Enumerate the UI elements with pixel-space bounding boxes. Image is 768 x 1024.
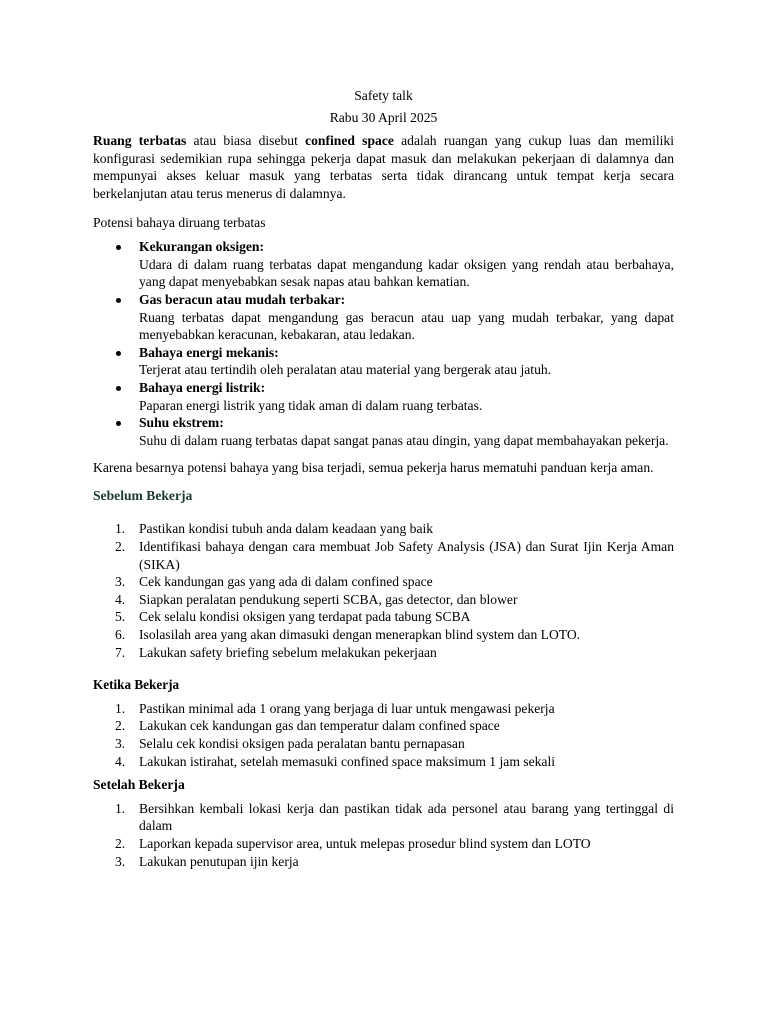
list-item [93,379,674,414]
list-item [93,853,674,871]
hazard-title: Bahaya energi listrik: [139,379,266,395]
setelah-list [93,800,674,870]
list-item [93,538,674,573]
document-title: Safety talk [354,88,413,103]
list-item [93,591,674,609]
list-number: 4. [115,753,126,769]
list-item [93,344,674,379]
bullet-icon [116,298,121,303]
hazards-heading: Potensi bahaya diruang terbatas [93,214,266,230]
hazard-description: Suhu di dalam ruang terbatas dapat sangat panas atau dingin, yang dapat membahayakan pekerja. [139,432,669,448]
list-text: Lakukan penutupan ijin kerja [139,853,299,869]
sebelum-list [93,520,674,661]
list-number: 6. [115,627,126,643]
list-item [93,700,674,718]
section-title-setelah: Setelah Bekerja [93,777,185,793]
list-text: Bersihkan kembali lokasi kerja dan pastikan tidak ada personel atau barang yang tertinggal di dalam [139,800,674,834]
list-number: 3. [115,574,126,590]
hazard-title: Gas beracun atau mudah terbakar: [139,291,346,307]
list-number: 1. [115,521,126,537]
list-text: Cek kandungan gas yang ada di dalam confined space [139,574,433,590]
intro-text-1: atau biasa disebut [186,133,306,149]
hazard-title: Bahaya energi mekanis: [139,344,279,360]
list-item [93,608,674,626]
list-text: Lakukan istirahat, setelah memasuki confined space maksimum 1 jam sekali [139,753,555,769]
list-text: Lakukan safety briefing sebelum melakukan pekerjaan [139,644,437,660]
hazard-description: Paparan energi listrik yang tidak aman di dalam ruang terbatas. [139,397,483,413]
bullet-icon [116,245,121,250]
list-item [93,626,674,644]
hazard-description: Ruang terbatas dapat mengandung gas beracun atau uap yang mudah terbakar, yang dapat menyebabkan keracunan, kebakaran, atau ledakan. [139,309,674,343]
section-title-ketika: Ketika Bekerja [93,677,180,693]
hazard-list [93,238,674,449]
intro-paragraph [93,132,674,202]
list-item [93,291,674,344]
list-text: Pastikan minimal ada 1 orang yang berjaga di luar untuk mengawasi pekerja [139,700,555,716]
ketika-list [93,700,674,770]
list-text: Cek selalu kondisi oksigen yang terdapat pada tabung SCBA [139,609,471,625]
list-number: 5. [115,609,126,625]
list-number: 2. [115,835,126,851]
list-text: Siapkan peralatan pendukung seperti SCBA, gas detector, dan blower [139,591,518,607]
list-number: 3. [115,853,126,869]
list-text: Laporkan kepada supervisor area, untuk melepas prosedur blind system dan LOTO [139,835,591,851]
list-text: Selalu cek kondisi oksigen pada peralatan bantu pernapasan [139,736,465,751]
list-item [93,520,674,538]
list-number: 2. [115,539,126,555]
list-number: 2. [115,718,126,734]
list-number: 1. [115,700,126,716]
document-body [93,87,674,870]
term-ruang-terbatas: Ruang terbatas [93,133,187,149]
list-number: 7. [115,644,126,660]
term-confined-space: confined space [305,133,394,149]
list-item [93,238,674,291]
list-item [93,835,674,853]
list-text: Pastikan kondisi tubuh anda dalam keadaan yang baik [139,521,434,537]
document-date: Rabu 30 April 2025 [329,109,438,125]
hazard-description: Terjerat atau tertindih oleh peralatan atau material yang bergerak atau jatuh. [139,362,552,378]
list-item [93,414,674,449]
section-title-sebelum: Sebelum Bekerja [93,487,193,503]
list-number: 4. [115,591,126,607]
bullet-icon [116,351,121,356]
closing-paragraph: Karena besarnya potensi bahaya yang bisa terjadi, semua pekerja harus mematuhi panduan kerja aman. [93,460,654,476]
list-item [93,573,674,591]
bullet-icon [116,386,121,391]
list-item [93,717,674,735]
list-text: Identifikasi bahaya dengan cara membuat Job Safety Analysis (JSA) dan Surat Ijin Kerja Aman (SIKA) [139,539,674,572]
hazard-description: Udara di dalam ruang terbatas dapat mengandung kadar oksigen yang rendah atau berbahaya, yang dapat menyebabkan sesak napas atau bahkan kematian. [139,256,674,290]
hazard-title: Kekurangan oksigen: [139,239,265,255]
list-item [93,800,674,835]
list-text: Isolasilah area yang akan dimasuki dengan menerapkan blind system dan LOTO. [139,627,581,643]
list-number: 1. [115,800,126,816]
intro-text-2: adalah ruangan yang cukup luas dan memiliki konfigurasi sedemikian rupa sehingga pekerja dapat masuk dan melakukan pekerjaan di dalamnya dan mempunyai akses keluar masuk yang terbatas serta tidak dirancang untuk tempat kerja secara berkelanjutan atau terus menerus di dalamnya. [93,133,675,201]
list-item [93,735,674,753]
list-text: Lakukan cek kandungan gas dan temperatur dalam confined space [139,718,500,734]
list-item [93,644,674,662]
hazard-title: Suhu ekstrem: [139,415,224,431]
list-item [93,753,674,771]
bullet-icon [116,421,121,426]
list-number: 3. [115,736,126,751]
